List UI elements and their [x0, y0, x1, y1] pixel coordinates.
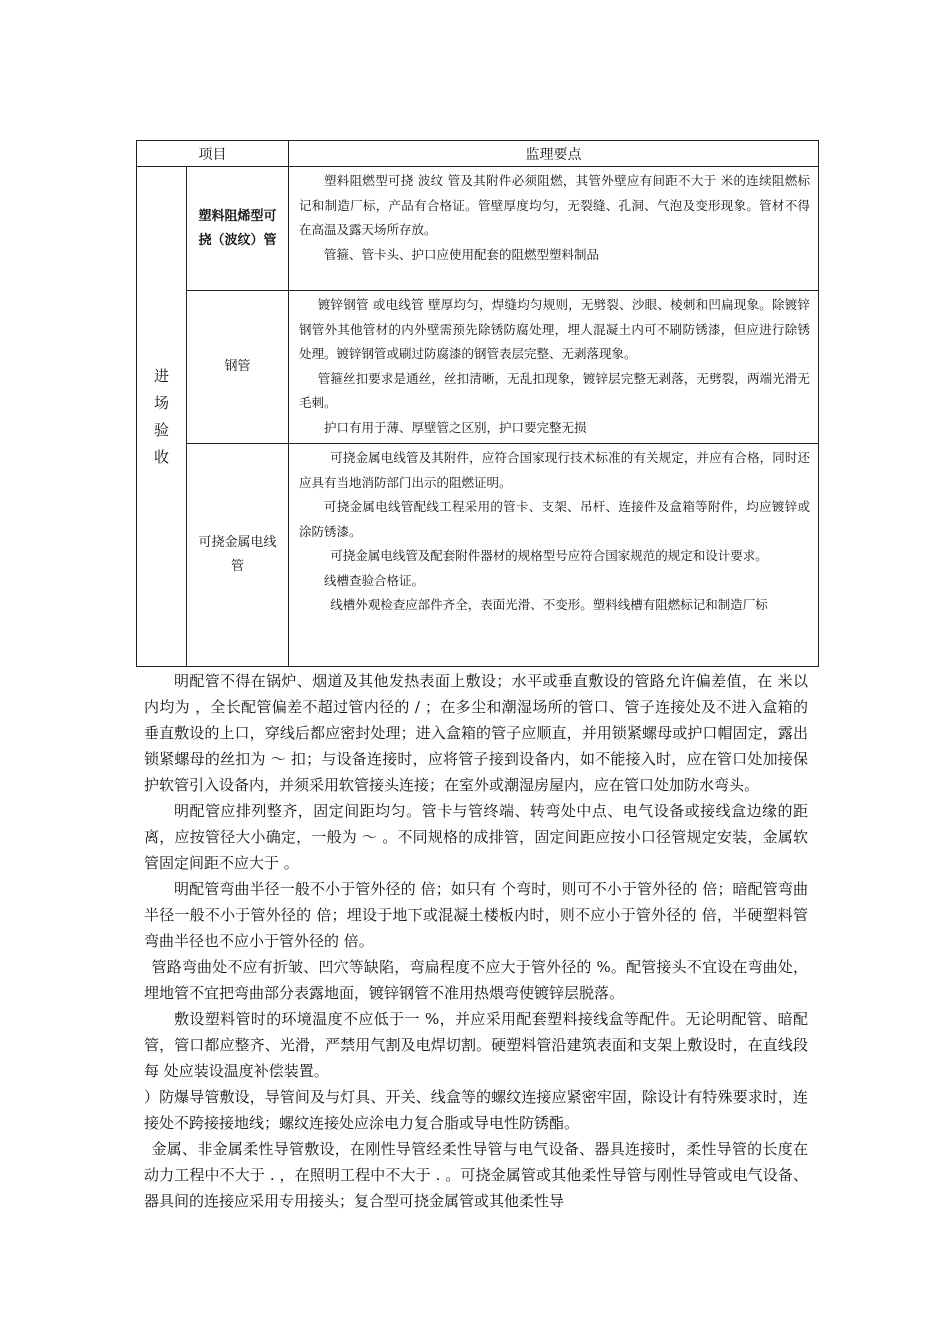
point-text: 管箍丝扣要求是通丝，丝扣清晰，无乱扣现象，镀锌层完整无剥落，无劈裂，两端光滑无毛刺。: [299, 370, 810, 410]
point-text: 镀锌钢管 或电线管 壁厚均匀，焊缝均匀规则，无劈裂、沙眼、棱刺和凹扁现象。除镀锌钢管外其他管材的内外壁需预先除锈防腐处理，埋人混凝土内可不刷防锈漆，但应进行除锈处理。镀锌钢管或刷过防腐漆的钢管表层完整、无剥落现象。: [299, 297, 810, 361]
item-name: 塑料阻烯型可挠（波纹）管: [187, 167, 289, 291]
point-text: 可挠金属电线管配线工程采用的管卡、支架、吊杆、连接件及盒箱等附件，均应镀锌或涂防锈漆。: [299, 499, 810, 539]
point-text: 塑料阻燃型可挠 波纹 管及其附件必须阻燃，其管外壁应有间距不大于 米的连续阻燃标记和制造厂标，产品有合格证。管壁厚度均匀，无裂缝、孔洞、气泡及变形现象。管材不得在高温及露天场所存放。: [299, 173, 810, 237]
item-name: 钢管: [187, 291, 289, 444]
item-points: [289, 167, 819, 291]
paragraph: 明配管应排列整齐，固定间距均匀。管卡与管终端、转弯处中点、电气设备或接线盒边缘的距离，应按管径大小确定，一般为 ～ 。不同规格的成排管，固定间距应按小口径管规定安装，金属软管固定间距不应大于 。: [144, 802, 808, 872]
inspection-table: [136, 140, 819, 667]
category-char: 场: [153, 393, 169, 412]
point-text: 线槽外观检查应部件齐全，表面光滑、不变形。塑料线槽有阻燃标记和制造厂标: [330, 597, 768, 612]
category-cell: [137, 167, 187, 667]
item-name: 可挠金属电线管: [187, 444, 289, 667]
paragraph: 管路弯曲处不应有折皱、凹穴等缺陷，弯扁程度不应大于管外径的 %。配管接头不宜设在弯曲处，埋地管不宜把弯曲部分表露地面，镀锌钢管不准用热煨弯使镀锌层脱落。: [144, 958, 808, 1002]
paragraph: 敷设塑料管时的环境温度不应低于一 %，并应采用配套塑料接线盒等配件。无论明配管、暗配管，管口都应整齐、光滑，严禁用气割及电焊切割。硬塑料管沿建筑表面和支架上敷设时，在直线段每 处应装设温度补偿装置。: [144, 1010, 808, 1080]
category-char: 进: [153, 366, 169, 385]
table-header-row: [137, 141, 819, 167]
point-text: 线槽查验合格证。: [324, 572, 425, 588]
paragraph: 明配管弯曲半径一般不小于管外径的 倍；如只有 个弯时，则可不小于管外径的 倍；暗配管弯曲半径一般不小于管外径的 倍；埋设于地下或混凝土楼板内时，则不应小于管外径的 倍，半硬塑料管弯曲半径也不应小于管外径的 倍。: [144, 880, 808, 950]
paragraph: ）防爆导管敷设，导管间及与灯具、开关、线盒等的螺纹连接应紧密牢固，除设计有特殊要求时，连接处不跨接接地线；螺纹连接处应涂电力复合脂或导电性防锈酯。: [144, 1088, 808, 1132]
body-text: [144, 668, 808, 1214]
category-char: 收: [153, 447, 169, 466]
point-text: 可挠金属电线管及其附件，应符合国家现行技术标准的有关规定，并应有合格，同时还应具有当地消防部门出示的阻燃证明。: [299, 450, 810, 490]
category-char: 验: [153, 420, 169, 439]
point-text: 管箍、管卡头、护口应使用配套的阻燃型塑料制品: [324, 246, 600, 262]
point-text: 护口有用于薄、厚壁管之区别，护口要完整无损: [324, 419, 587, 435]
table-row: [137, 444, 819, 667]
paragraph: 金属、非金属柔性导管敷设，在刚性导管经柔性导管与电气设备、器具连接时，柔性导管的长度在动力工程中不大于 . ，在照明工程中不大于 . 。可挠金属管或其他柔性导管与刚性导管或电气设备、器具间的连接应采用专用接头；复合型可挠金属管或其他柔性导: [144, 1140, 808, 1210]
paragraph: 明配管不得在锅炉、烟道及其他发热表面上敷设；水平或垂直敷设的管路允许偏差值，在 米以内均为 ，全长配管偏差不超过管内径的 / ；在多尘和潮湿场所的管口、管子连接处及不进入盒箱的垂直敷设的上口，穿线后都应密封处理；进入盒箱的管子应顺直，并用锁紧螺母或护口帽固定，露出锁紧螺母的丝扣为 ～ 扣；与设备连接时，应将管子接到设备内，如不能接入时，应在管口处加接保护软管引入设备内，并须采用软管接头连接；在室外或潮湿房屋内，应在管口处加防水弯头。: [144, 672, 808, 794]
header-item: 项目: [137, 141, 289, 167]
table-row: [137, 167, 819, 291]
table-row: [137, 291, 819, 444]
item-points: [289, 291, 819, 444]
header-points: 监理要点: [289, 141, 819, 167]
item-points: [289, 444, 819, 667]
point-text: 可挠金属电线管及配套附件器材的规格型号应符合国家规范的规定和设计要求。: [330, 548, 768, 563]
